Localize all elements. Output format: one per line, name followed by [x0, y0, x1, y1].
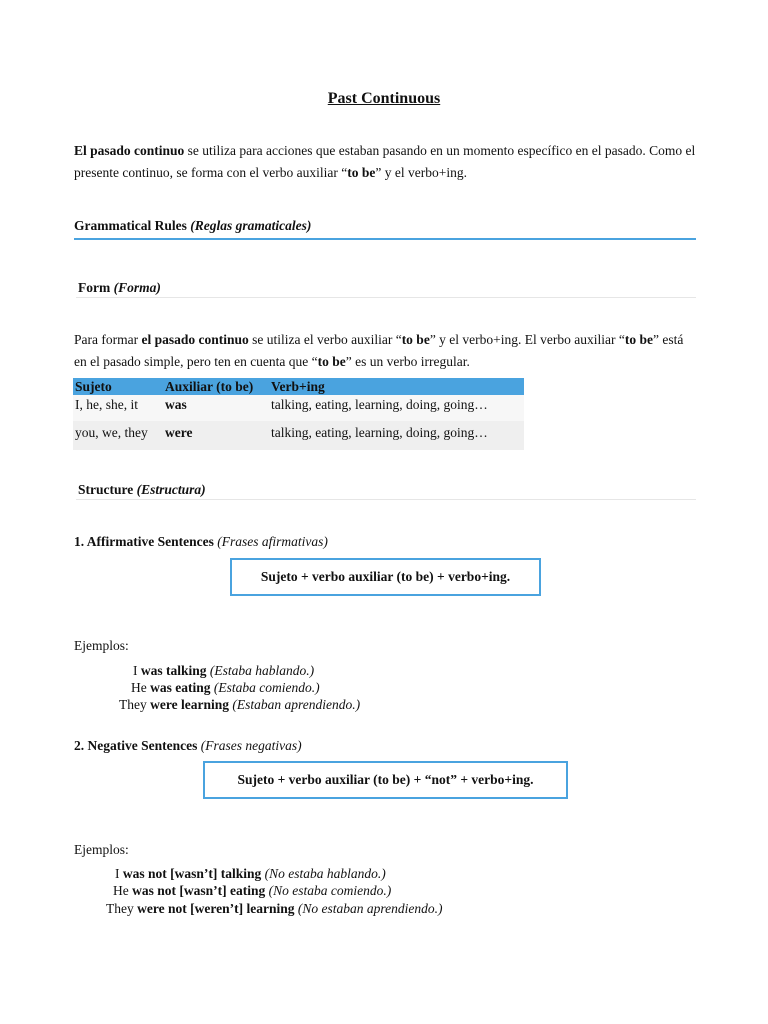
- verb-phrase: were not [weren’t] learning: [137, 901, 295, 916]
- text: ” y el verbo+ing. El verbo auxiliar “: [429, 332, 625, 347]
- heading-label: 2. Negative Sentences: [74, 738, 201, 753]
- table-cell: was: [163, 395, 269, 421]
- verb-phrase: were learning: [150, 697, 229, 712]
- table-row: [73, 395, 524, 421]
- structure-heading: [78, 479, 703, 501]
- example-sentence: [106, 900, 442, 918]
- table-header-row: [73, 378, 524, 395]
- form-paragraph: [74, 329, 699, 373]
- example-sentence: [133, 662, 314, 680]
- heading-label: Form: [78, 280, 114, 295]
- bold-text: to be: [401, 332, 430, 347]
- table-cell: you, we, they: [73, 421, 163, 450]
- table-header-cell: Sujeto: [73, 378, 163, 395]
- page-title: Past Continuous: [327, 90, 441, 107]
- heading-label: Grammatical Rules: [74, 218, 191, 233]
- bold-text: el pasado continuo: [141, 332, 249, 347]
- grammatical-rules-heading: [74, 215, 699, 237]
- translation: (Estaba comiendo.): [210, 680, 320, 695]
- subject: They: [106, 901, 138, 916]
- translation: (Estaba hablando.): [206, 663, 315, 678]
- heading-translation: (Forma): [113, 280, 161, 295]
- example-sentence: [115, 865, 386, 883]
- heading-translation: (Estructura): [136, 482, 206, 497]
- text: Para formar: [74, 332, 142, 347]
- intro-to-be: to be: [347, 165, 376, 180]
- examples-label: Ejemplos:: [74, 842, 129, 857]
- bold-text: to be: [624, 332, 653, 347]
- table-cell: were: [163, 421, 269, 450]
- subject: He: [113, 883, 133, 898]
- intro-paragraph: [74, 140, 699, 184]
- example-sentence: [131, 679, 320, 697]
- structure-divider: [76, 499, 696, 500]
- verb-phrase: was not [wasn’t] eating: [132, 883, 266, 898]
- subject: I: [133, 663, 141, 678]
- heading-translation: (Frases afirmativas): [217, 534, 328, 549]
- intro-text-end: ” y el verbo+ing.: [375, 165, 467, 180]
- translation: (No estaban aprendiendo.): [294, 901, 443, 916]
- intro-bold: El pasado continuo: [74, 143, 185, 158]
- table-row: [73, 421, 524, 450]
- table-header-cell: Auxiliar (to be): [163, 378, 269, 395]
- verb-phrase: was talking: [140, 663, 207, 678]
- heading-translation: (Reglas gramaticales): [190, 218, 312, 233]
- negative-heading: [74, 735, 699, 757]
- text: ” está en el pasado simple, pero ten en cuenta que “: [74, 332, 684, 369]
- form-divider: [76, 297, 696, 298]
- bold-text: to be: [317, 354, 346, 369]
- translation: (Estaban aprendiendo.): [228, 697, 361, 712]
- example-sentence: [113, 882, 391, 900]
- verb-phrase: was eating: [150, 680, 211, 695]
- subject: He: [131, 680, 151, 695]
- heading-label: 1. Affirmative Sentences: [74, 534, 218, 549]
- text: ” es un verbo irregular.: [345, 354, 470, 369]
- examples-label: Ejemplos:: [74, 638, 129, 653]
- form-heading: [78, 277, 703, 299]
- verb-phrase: was not [wasn’t] talking: [122, 866, 262, 881]
- conjugation-table: [73, 378, 524, 450]
- affirmative-formula-box: Sujeto + verbo auxiliar (to be) + verbo+ing.: [230, 558, 541, 596]
- table-cell: talking, eating, learning, doing, going…: [269, 421, 524, 450]
- negative-formula-box: Sujeto + verbo auxiliar (to be) + “not” + verbo+ing.: [203, 761, 568, 799]
- translation: (No estaba comiendo.): [265, 883, 392, 898]
- heading-translation: (Frases negativas): [200, 738, 302, 753]
- table-header-cell: Verb+ing: [269, 378, 524, 395]
- heading-underline: [74, 238, 696, 240]
- example-sentence: [119, 696, 360, 714]
- text: se utiliza el verbo auxiliar “: [248, 332, 402, 347]
- intro-text: se utiliza para acciones que estaban pasando en un momento específico en el pasado. Como el presente continuo, se forma con el verbo auxiliar “: [74, 143, 696, 180]
- table-cell: talking, eating, learning, doing, going…: [269, 395, 524, 421]
- affirmative-heading: [74, 531, 699, 553]
- subject: I: [115, 866, 123, 881]
- table-cell: I, he, she, it: [73, 395, 163, 421]
- subject: They: [119, 697, 151, 712]
- heading-label: Structure: [78, 482, 137, 497]
- translation: (No estaba hablando.): [261, 866, 386, 881]
